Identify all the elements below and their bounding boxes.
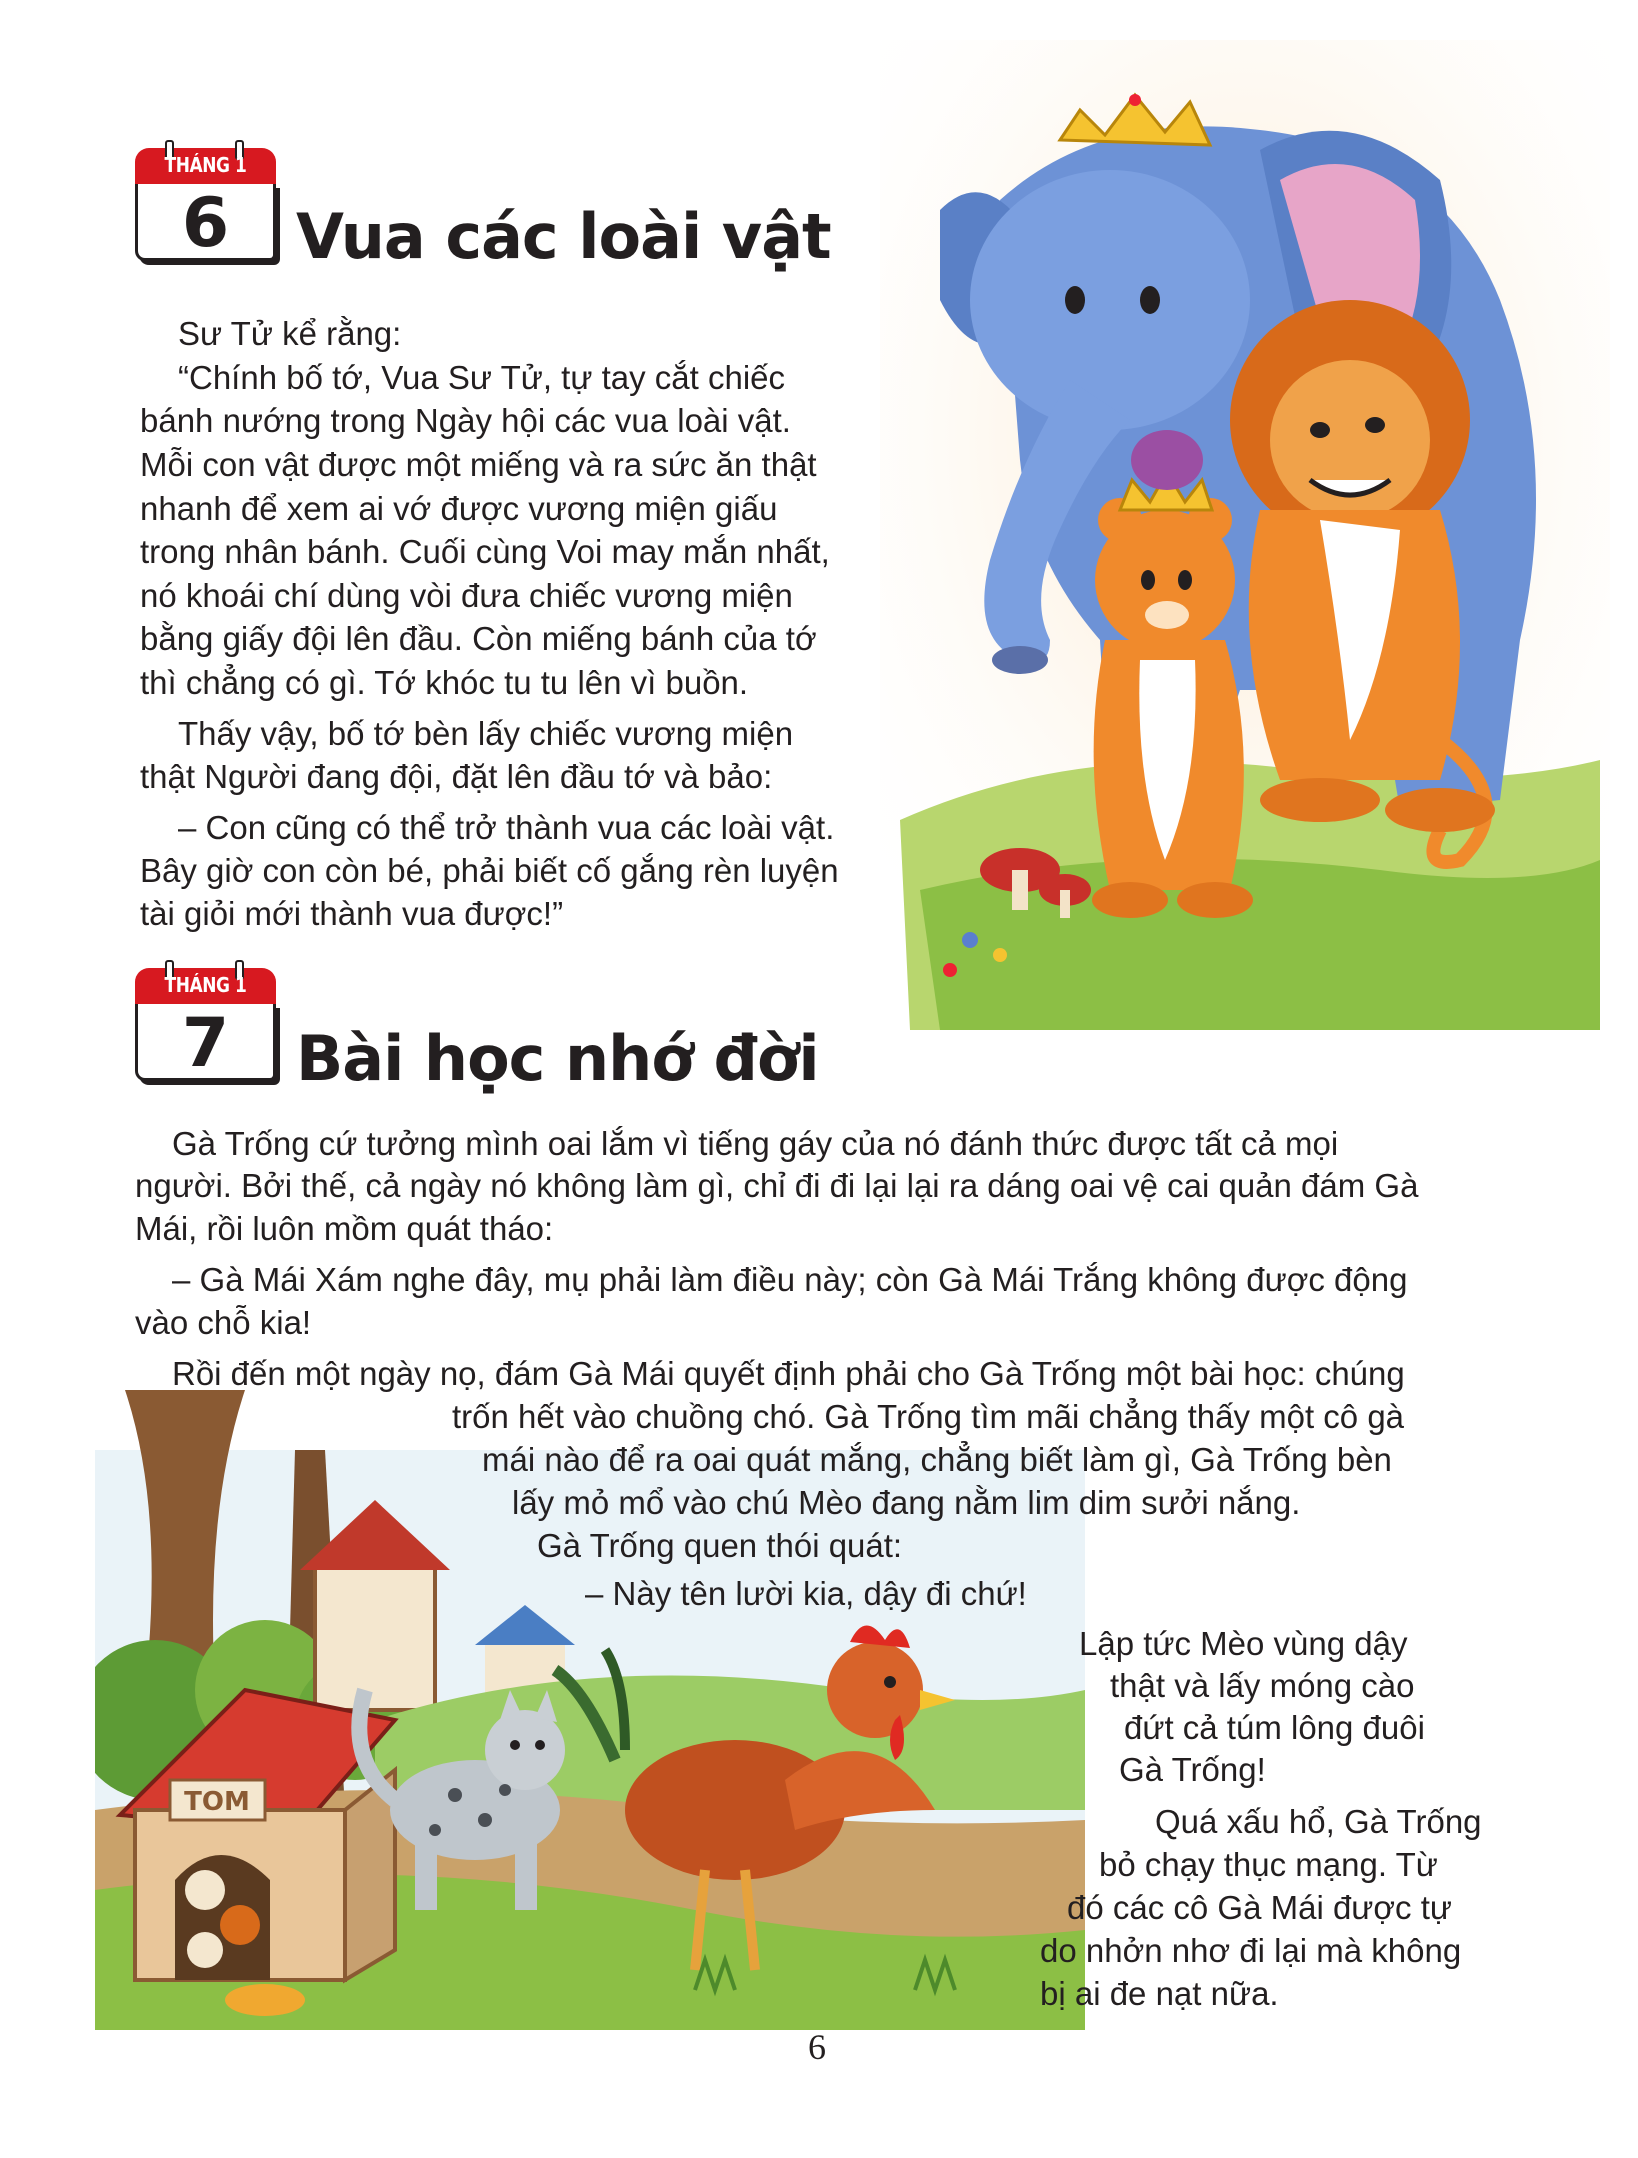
story-line: thì chẳng có gì. Tớ khóc tu tu lên vì buồn.	[140, 664, 749, 701]
elephant-lion-illustration	[880, 40, 1610, 1030]
story-line: Gà Trống cứ tưởng mình oai lắm vì tiếng gáy của nó đánh thức được tất cả mọi	[172, 1125, 1339, 1162]
story-line: Mái, rồi luôn mồm quát tháo:	[135, 1210, 554, 1247]
story-line: – Con cũng có thể trở thành vua các loài vật.	[178, 809, 835, 846]
story-line: thật và lấy móng cào	[1110, 1667, 1415, 1704]
story-line: Rồi đến một ngày nọ, đám Gà Mái quyết định phải cho Gà Trống một bài học: chúng	[172, 1355, 1405, 1392]
story-line: Lập tức Mèo vùng dậy	[1079, 1625, 1408, 1662]
doghouse-sign: TOM	[184, 1787, 250, 1817]
story-line: bị ai đe nạt nữa.	[1040, 1975, 1279, 2012]
calendar-day: 7	[181, 1004, 230, 1083]
story-line: bỏ chạy thục mạng. Từ	[1099, 1846, 1438, 1883]
calendar-month: THÁNG 1	[164, 153, 247, 177]
story-line: Gà Trống quen thói quát:	[537, 1527, 903, 1564]
story-line: “Chính bố tớ, Vua Sư Tử, tự tay cắt chiếc	[178, 359, 786, 396]
story-line: mái nào để ra oai quát mắng, chẳng biết làm gì, Gà Trống bèn	[482, 1441, 1392, 1478]
story-line: Sư Tử kể rằng:	[178, 315, 402, 352]
story-line: – Gà Mái Xám nghe đây, mụ phải làm điều này; còn Gà Mái Trắng không được động	[172, 1261, 1408, 1298]
story-line: người. Bởi thế, cả ngày nó không làm gì, chỉ đi đi lại lại ra dáng oai vệ cai quản đám Gà	[135, 1167, 1419, 1204]
story-line: – Này tên lười kia, dậy đi chứ!	[585, 1575, 1027, 1612]
story-line: nhanh để xem ai vớ được vương miện giấu	[140, 490, 778, 527]
calendar-month: THÁNG 1	[164, 973, 247, 997]
story-line: tài giỏi mới thành vua được!”	[140, 895, 564, 932]
calendar-badge-7	[135, 960, 280, 1086]
story-line: bằng giấy đội lên đầu. Còn miếng bánh của tớ	[140, 620, 817, 657]
story-title: Bài học nhớ đời	[296, 1022, 819, 1095]
story-line: đứt cả túm lông đuôi	[1124, 1709, 1425, 1746]
story-title: Vua các loài vật	[296, 200, 831, 273]
story-line: Bây giờ con còn bé, phải biết cố gắng rèn luyện	[140, 852, 839, 889]
story-line: đó các cô Gà Mái được tự	[1067, 1889, 1452, 1926]
story-line: lấy mỏ mổ vào chú Mèo đang nằm lim dim sưởi nắng.	[512, 1484, 1301, 1521]
calendar-badge-6	[135, 140, 280, 266]
story-line: Mỗi con vật được một miếng và ra sức ăn thật	[140, 446, 817, 483]
story-line: vào chỗ kia!	[135, 1304, 312, 1341]
story-line: Quá xấu hổ, Gà Trống	[1155, 1803, 1482, 1840]
story-line: bánh nướng trong Ngày hội các vua loài vật.	[140, 402, 791, 439]
calendar-day: 6	[181, 184, 230, 263]
story-line: trong nhân bánh. Cuối cùng Voi may mắn nhất,	[140, 533, 830, 570]
page-number: 6	[808, 2027, 826, 2067]
story-line: Thấy vậy, bố tớ bèn lấy chiếc vương miện	[178, 715, 794, 752]
story-line: trốn hết vào chuồng chó. Gà Trống tìm mãi chẳng thấy một cô gà	[452, 1398, 1405, 1435]
story-line: do nhởn nhơ đi lại mà không	[1040, 1932, 1462, 1969]
story-line: Gà Trống!	[1119, 1751, 1266, 1788]
story-line: thật Người đang đội, đặt lên đầu tớ và bảo:	[140, 758, 773, 795]
story-line: nó khoái chí dùng vòi đưa chiếc vương miện	[140, 577, 793, 614]
